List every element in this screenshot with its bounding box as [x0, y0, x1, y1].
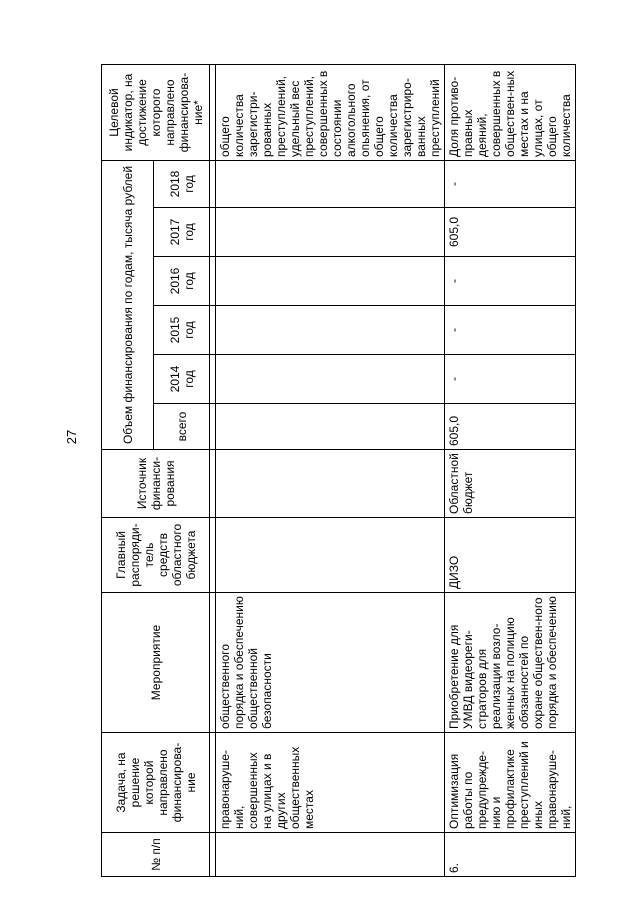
- table-row: [445, 65, 576, 877]
- cell-num: 6.: [445, 833, 576, 877]
- header-target: Целевой индикатор, на достижение которого направлено финансирова-ние*: [102, 65, 210, 161]
- page-number: 27: [64, 429, 79, 445]
- header-2016: 2016 год: [154, 257, 210, 306]
- cell-2014: -: [445, 355, 576, 404]
- cell-num: [216, 833, 445, 877]
- cell-task: правонаруше-ний, совершенных на улицах и в других общественных местах: [216, 733, 445, 833]
- header-2018: 2018 год: [154, 161, 210, 208]
- cell-total: 605,0: [445, 404, 576, 450]
- header-2014: 2014 год: [154, 355, 210, 404]
- table-row: [216, 65, 445, 877]
- header-measure: Мероприятие: [102, 593, 210, 733]
- cell-source: Областной бюджет: [445, 450, 576, 518]
- cell-2018: -: [445, 161, 576, 208]
- header-2017: 2017 год: [154, 208, 210, 257]
- financing-table: [101, 64, 576, 877]
- header-num: № п/п: [102, 833, 210, 877]
- cell-total: [216, 404, 445, 450]
- cell-measure: Приобретение для УМВД видеореги-страторов для реализации возло-женных на полицию обязанностей по охране обществен-ного порядка и обеспечению: [445, 593, 576, 733]
- header-volume: Объем финансирования по годам, тысяча рублей: [102, 161, 154, 450]
- cell-2016: -: [445, 257, 576, 306]
- cell-2014: [216, 355, 445, 404]
- cell-task: Оптимизация работы по предупрежде-нию и профилактике преступлений и иных правонаруше-ний,: [445, 733, 576, 833]
- cell-2016: [216, 257, 445, 306]
- cell-manager: [216, 518, 445, 593]
- cell-2017: 605,0: [445, 208, 576, 257]
- cell-2017: [216, 208, 445, 257]
- cell-source: [216, 450, 445, 518]
- cell-measure: общественного порядка и обеспечению общественной безопасности: [216, 593, 445, 733]
- header-task: Задача, на решение которой направлено финансирова-ние: [102, 733, 210, 833]
- cell-2015: [216, 306, 445, 355]
- cell-2018: [216, 161, 445, 208]
- header-2015: 2015 год: [154, 306, 210, 355]
- header-source: Источник финанси-рования: [102, 450, 210, 518]
- header-total: всего: [154, 404, 210, 450]
- cell-manager: ДИЗО: [445, 518, 576, 593]
- header-row-1: [102, 65, 154, 877]
- financing-table-rotated: [101, 70, 573, 877]
- header-manager: Главный распоряди-тель средств областного бюджета: [102, 518, 210, 593]
- cell-target: Доля противо-правных деяний, совершенных в обществен-ных местах и на улицах, от общего количества: [445, 65, 576, 161]
- cell-2015: -: [445, 306, 576, 355]
- cell-target: общего количества зарегистри-рованных преступлений, удельный вес преступлений, совершенных в состоянии алкогольного опьянения, от общего количества зарегистриро-ванных преступлений: [216, 65, 445, 161]
